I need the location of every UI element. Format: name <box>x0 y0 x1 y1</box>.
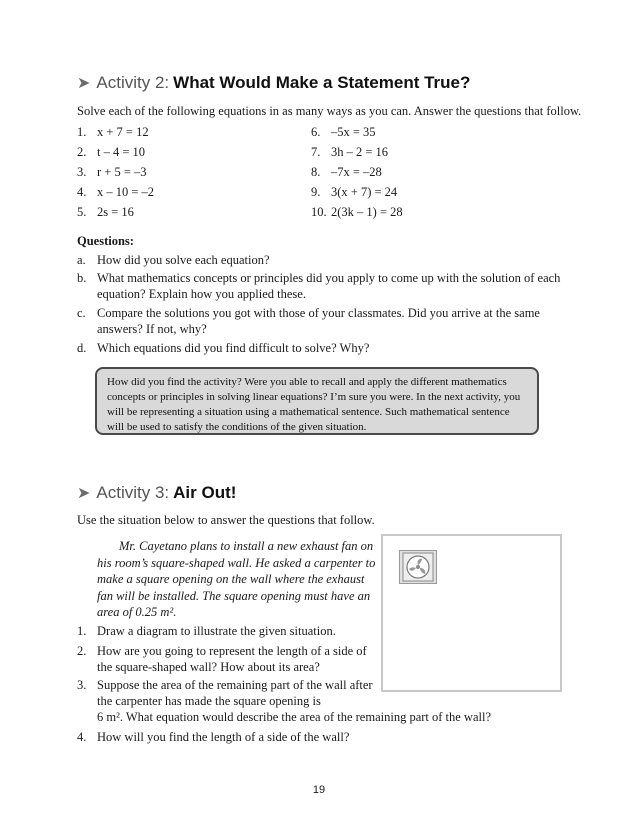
question-letter: c. <box>77 306 86 320</box>
equation-item <box>77 145 145 160</box>
question-text: 6 m². What equation would describe the area of the remaining part of the wall? <box>97 710 492 724</box>
question-text: How did you solve each equation? <box>97 253 270 267</box>
equation-text: r + 5 = –3 <box>97 165 147 179</box>
question-item <box>77 677 377 709</box>
question-item <box>77 270 567 302</box>
equation-text: 3(x + 7) = 24 <box>331 185 398 199</box>
equation-number: 5. <box>77 205 87 219</box>
activity-2-label: Activity 2: <box>96 73 170 92</box>
equation-text: x – 10 = –2 <box>97 185 155 199</box>
equation-item <box>77 185 154 200</box>
exhaust-fan-icon <box>399 550 437 584</box>
equation-number: 1. <box>77 125 87 139</box>
arrow-icon: ➤ <box>77 485 91 502</box>
equation-number: 3. <box>77 165 87 179</box>
question-text: What mathematics concepts or principles did you apply to come up with the solution of each equation? Explain how you applied these. <box>97 271 561 301</box>
question-item <box>77 340 567 356</box>
exhaust-fan-graphic <box>400 551 436 583</box>
question-number: 3. <box>77 678 87 692</box>
equation-number: 7. <box>311 145 321 159</box>
question-text: Which equations did you find difficult to solve? Why? <box>97 341 370 355</box>
question-text: How will you find the length of a side of the wall? <box>97 730 350 744</box>
equation-number: 10. <box>311 205 327 219</box>
question-text: How are you going to represent the length of a side of the square-shaped wall? How about its area? <box>97 644 367 674</box>
equation-item <box>311 165 382 180</box>
activity-2-title: What Would Make a Statement True? <box>173 73 471 92</box>
equation-number: 4. <box>77 185 87 199</box>
page-number: 19 <box>312 784 326 796</box>
question-letter: b. <box>77 271 87 285</box>
equation-item <box>77 165 147 180</box>
equation-item <box>77 205 134 220</box>
question-item-continued <box>77 709 577 725</box>
question-number: 4. <box>77 730 87 744</box>
equation-number: 2. <box>77 145 87 159</box>
situation-paragraph: Mr. Cayetano plans to install a new exhaust fan on his room’s square-shaped wall. He asked a carpenter to make a square opening on the wall where the exhaust fan will be installed. The square opening must have an area of 0.25 m². <box>97 539 376 619</box>
question-letter: a. <box>77 253 86 267</box>
activity-2-heading <box>77 73 470 93</box>
equation-text: –7x = –28 <box>331 165 382 179</box>
question-item <box>77 623 377 639</box>
questions-heading: Questions: <box>77 234 134 248</box>
equation-item <box>311 145 388 160</box>
question-item <box>77 729 477 745</box>
equation-number: 6. <box>311 125 321 139</box>
question-item <box>77 643 377 675</box>
question-number: 2. <box>77 644 87 658</box>
equation-text: 3h – 2 = 16 <box>331 145 389 159</box>
equation-text: t – 4 = 10 <box>97 145 146 159</box>
equation-item <box>311 125 376 140</box>
equation-item <box>311 185 397 200</box>
question-text: Compare the solutions you got with those of your classmates. Did you arrive at the same answers? If not, why? <box>97 306 540 336</box>
equation-item <box>311 205 403 220</box>
activity-3-intro: Use the situation below to answer the questions that follow. <box>77 513 375 527</box>
question-text: Draw a diagram to illustrate the given situation. <box>97 624 336 638</box>
equation-text: 2(3k – 1) = 28 <box>331 205 403 219</box>
equation-number: 8. <box>311 165 321 179</box>
activity-3-heading <box>77 483 236 503</box>
arrow-icon: ➤ <box>77 75 91 92</box>
activity-3-title: Air Out! <box>173 483 237 502</box>
reflection-note-box: How did you find the activity? Were you able to recall and apply the different mathematics concepts or principles in solving linear equations? I’m sure you were. In the next activity, you will be representing a situation using a mathematical sentence. Such mathematical sentence will be used to satisfy the conditions of the given situation. <box>95 367 539 435</box>
question-item <box>77 252 567 268</box>
equation-number: 9. <box>311 185 321 199</box>
equation-item <box>77 125 149 140</box>
question-item <box>77 305 567 337</box>
activity-2-intro: Solve each of the following equations in as many ways as you can. Answer the questions that follow. <box>77 104 582 118</box>
question-letter: d. <box>77 341 87 355</box>
equation-text: 2s = 16 <box>97 205 134 219</box>
activity-3-label: Activity 3: <box>96 483 170 502</box>
equation-text: x + 7 = 12 <box>97 125 149 139</box>
equation-text: –5x = 35 <box>331 125 376 139</box>
question-number: 1. <box>77 624 87 638</box>
question-text: Suppose the area of the remaining part of the wall after the carpenter has made the square opening is <box>97 678 373 708</box>
